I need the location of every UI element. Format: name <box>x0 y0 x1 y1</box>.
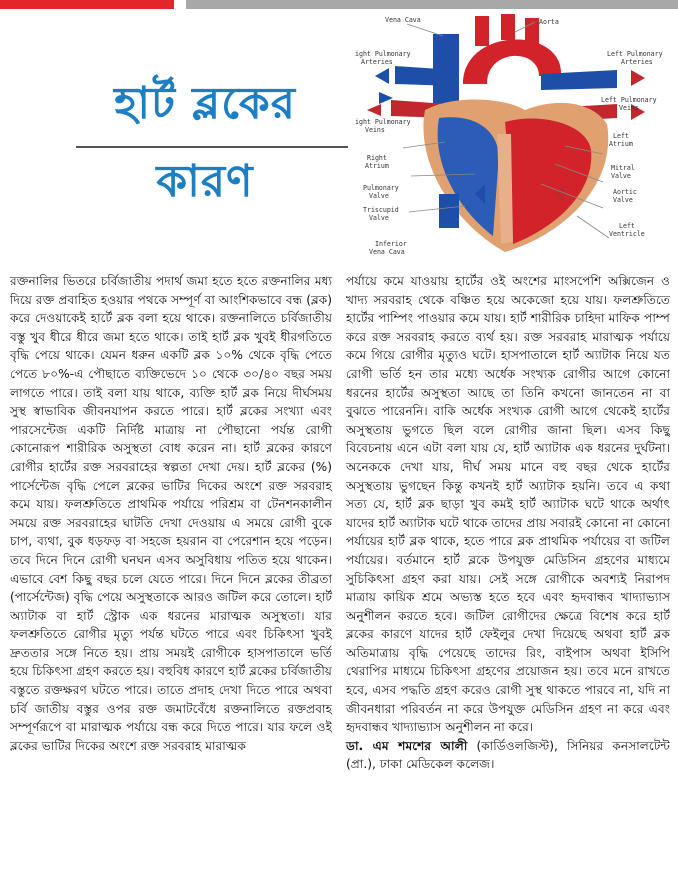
article-column-left <box>10 272 332 755</box>
label-left-pulmonary-arteries: Left Pulmonary <box>607 50 663 58</box>
svg-text:Arteries: Arteries <box>361 58 393 66</box>
label-left-atrium: Left <box>613 132 629 140</box>
headline-line-2: কারণ <box>156 156 254 207</box>
headline-line-1: হার্ট ব্লকের <box>114 78 296 129</box>
headline-divider <box>76 146 348 148</box>
label-mitral-valve: Mitral <box>611 164 635 172</box>
author-credit: (কার্ডিওলজিস্ট), সিনিয়র কনসালটেন্ট (প্রা.), ঢাকা মেডিকেল কলেজ। <box>346 738 670 772</box>
label-left-pulmonary-veins: Left Pulmonary <box>601 96 657 104</box>
label-pulmonary-valve: Pulmonary <box>363 184 399 192</box>
svg-text:Atrium: Atrium <box>365 162 389 170</box>
label-right-pulmonary-arteries: ight Pulmonary <box>355 50 411 58</box>
article-column-right <box>346 272 670 774</box>
label-aortic-valve: Aortic <box>613 188 637 196</box>
label-left-ventricle: Left <box>619 222 635 230</box>
svg-text:Valve: Valve <box>611 172 631 180</box>
svg-text:Veins: Veins <box>365 126 385 134</box>
label-aorta: Aorta <box>539 18 559 26</box>
svg-text:Valve: Valve <box>369 192 389 200</box>
article-text-right: পর্যায়ে কমে যাওয়ায় হার্টের ওই অংশের মাংসপেশি অক্সিজেন ও খাদ্য সরবরাহ থেকে বঞ্চিত হয়ে অকেজো হয়ে যায়। ফলশ্রুতিতে হার্টের পাম্পিং পাওয়ার কমে যায়। হার্ট শারীরিক চাহিদা মাফিক পাম্প করে রক্ত সরবরাহ করতে ব্যর্থ হয়। রক্ত সরবরাহ মারাত্মক পর্যায়ে কমে গিয়ে রোগীর মৃত্যুও ঘটে। হাসপাতালে হার্ট অ্যাটাক নিয়ে যত রোগী ভর্তি হন তার মধ্যে অর্ধেক সংখ্যক রোগীর আগে কোনো ধরনের হার্টের অসুস্থতা আছে তা তিনি কখনো জানতেন না বা বুঝতে পারেননি। বাকি অর্ধেক সংখ্যক রোগী আগে থেকেই হার্টের অসুস্থতায় ভুগতে ছিল বলে রোগীর জানা ছিল। এসব কিছু বিবেচনায় এনে এটা বলা যায় যে, হার্ট অ্যাটাক এক ধরনের দুর্ঘটনা। অনেককে দেখা যায়, দীর্ঘ সময় মানে বহু বছর থেকে হার্টের অসুস্থতায় ভুগছেন কিন্তু কখনই হার্ট অ্যাটাক হয়নি। তবে এ কথা সত্য যে, হার্ট ব্লক ছাড়া খুব কমই হার্ট অ্যাটাক ঘটে থাকে অর্থাৎ যাদের হার্ট অ্যাটাক ঘটে থাকে তাদের প্রায় সবারই কোনো না কোনো পর্যায়ের হার্ট ব্লক থাকে, হতে পারে ব্লক প্রাথমিক পর্যায়ের বা জটিল পর্যায়ের। বর্তমানে হার্ট ব্লকে উপযুক্ত মেডিসিন গ্রহণের মাধ্যমে সুচিকিৎসা গ্রহণ করা যায়। সেই সঙ্গে রোগীকে অবশ্যই নিরাপদ মাত্রায় কায়িক শ্রমে অভ্যস্ত হতে হবে এবং হৃদবান্ধব খাদ্যাভ্যাস অনুশীলন করতে হবে। জটিল রোগীদের ক্ষেত্রে বিশেষ করে হার্ট ব্লকের কারণে যাদের হার্ট ফেইলুর দেখা দিয়েছে অথবা হার্ট ব্লক অতিমাত্রায় বৃদ্ধি পেয়েছে তাদের রিং, বাইপাস অথবা ইসিপি থেরাপির মাধ্যমে চিকিৎসা গ্রহণের প্রয়োজন হয়। তবে মনে রাখতে হবে, এসব পদ্ধতি গ্রহণ করেও রোগী সুস্থ থাকতে পারবে না, যদি না জীবনধারা পরিবর্তন না করে উপযুক্ত মেডিসিন গ্রহণ না করে এবং হৃদবান্ধব খাদ্যাভ্যাস অনুশীলন না করে। <box>346 274 670 735</box>
author-byline <box>346 737 670 774</box>
top-accent-bar-red <box>0 0 174 9</box>
svg-text:Valve: Valve <box>369 214 389 222</box>
label-right-pulmonary-veins: ight Pulmonary <box>355 118 411 126</box>
svg-text:Vena Cava: Vena Cava <box>369 248 405 256</box>
svg-text:Atrium: Atrium <box>609 140 633 148</box>
article-text-left: রক্তনালির ভিতরে চর্বিজাতীয় পদার্থ জমা হতে হতে রক্তনালির মধ্য দিয়ে রক্ত প্রবাহিত হওয়ার পথকে সম্পূর্ণ বা আংশিকভাবে বন্ধ (ব্লক) করে দেওয়াকেই হার্টে ব্লক বলা হয়ে থাকে। রক্তনালিতে চর্বিজাতীয় বস্তু খুব ধীরে ধীরে জমা হতে থাকে। তাই হার্ট ব্লক খুবই ধীরগতিতে বৃদ্ধি পেয়ে থাকে। যেমন ধরুন একটি ব্লক ১০% থেকে বৃদ্ধি পেতে পেতে ৮০%-এ পৌছাতে ব্যক্তিভেদে ১০ থেকে ৩০/৪০ বছর সময় লাগতে পারে। তাই বলা যায় থাকে, ব্যক্তি হার্ট ব্লক নিয়ে দীর্ঘসময় সুস্থ স্বাভাবিক জীবনযাপন করতে পারে। হার্ট ব্লকের সংখ্যা এবং পারসেন্টেজ একটি নির্দিষ্ট মাত্রায় না পৌছানো পর্যন্ত রোগী কোনোরূপ শারীরিক অসুস্থতা বোধ করেন না। হার্ট ব্লকের কারণে রোগীর হার্টের রক্ত সরবরাহের স্বল্পতা দেখা দেয়। হার্ট ব্লকের (%) পার্সেন্টেজ বৃদ্ধি পেলে ব্লকের ভাটির দিকের অংশে রক্ত সরবরাহ কমে যায়। ফলশ্রুতিতে প্রাথমিক পর্যায়ে পরিশ্রম বা টেনশনকালীন সময়ে রক্ত সরবরাহের ঘাটতি দেখা দেওয়ায় এ সময়ে রোগী বুকে চাপ, ব্যথা, বুক ধড়ফড় বা সহজে হয়রান বা পেরেশান হয়ে পড়েন। তবে দিনে দিনে রোগী ঘনঘন এসব অসুবিধায় পতিত হয়ে থাকেন। এভাবে বেশ কিছু বছর চলে যেতে পারে। দিনে দিনে ব্লকের তীব্রতা (পার্সেন্টেজ) বৃদ্ধি পেয়ে অসুস্থতাকে আরও জটিল করে তোলে। হার্ট অ্যাটাক বা হার্ট স্ট্রোক এক ধরনের মারাত্মক অসুস্থতা। যার ফলশ্রুতিতে রোগীর মৃত্যু পর্যন্ত ঘটতে পারে এবং চিকিৎসা খুবই দ্রুততার সঙ্গে নিতে হয়। প্রায় সময়ই রোগীকে হাসপাতালে ভর্তি হয়ে চিকিৎসা গ্রহণ করতে হয়। বহুবিধ কারণে হার্ট ব্লকের চর্বিজাতীয় বস্তুতে রক্তক্ষরণ ঘটতে পারে। তাতে প্রদাহ দেখা দিতে পারে অথবা চর্বি জাতীয় বস্তুর ওপর রক্ত জমাটবেঁধে রক্তনালিতে রক্তপ্রবাহ সম্পূর্ণরূপে বা মারাত্মক পর্যায়ে বন্ধ করে দিতে পারে। যার ফলে ওই ব্লকের ভাটির দিকের অংশে রক্ত সরবরাহ মারাত্মক <box>10 274 332 753</box>
svg-text:Valve: Valve <box>613 196 633 204</box>
top-accent-bar-gray <box>186 0 678 9</box>
label-right-atrium: Right <box>367 154 387 162</box>
svg-text:Veins: Veins <box>619 104 639 112</box>
heart-anatomy-diagram <box>355 14 673 262</box>
author-name: ডা. এম শমশের আলী <box>346 738 468 753</box>
label-tricuspid-valve: Triscupid <box>363 206 399 214</box>
label-inferior-vena-cava: Inferior <box>375 240 407 248</box>
svg-text:Ventricle: Ventricle <box>609 230 645 238</box>
label-vena-cava: Vena Cava <box>385 16 421 24</box>
svg-text:Arteries: Arteries <box>621 58 653 66</box>
